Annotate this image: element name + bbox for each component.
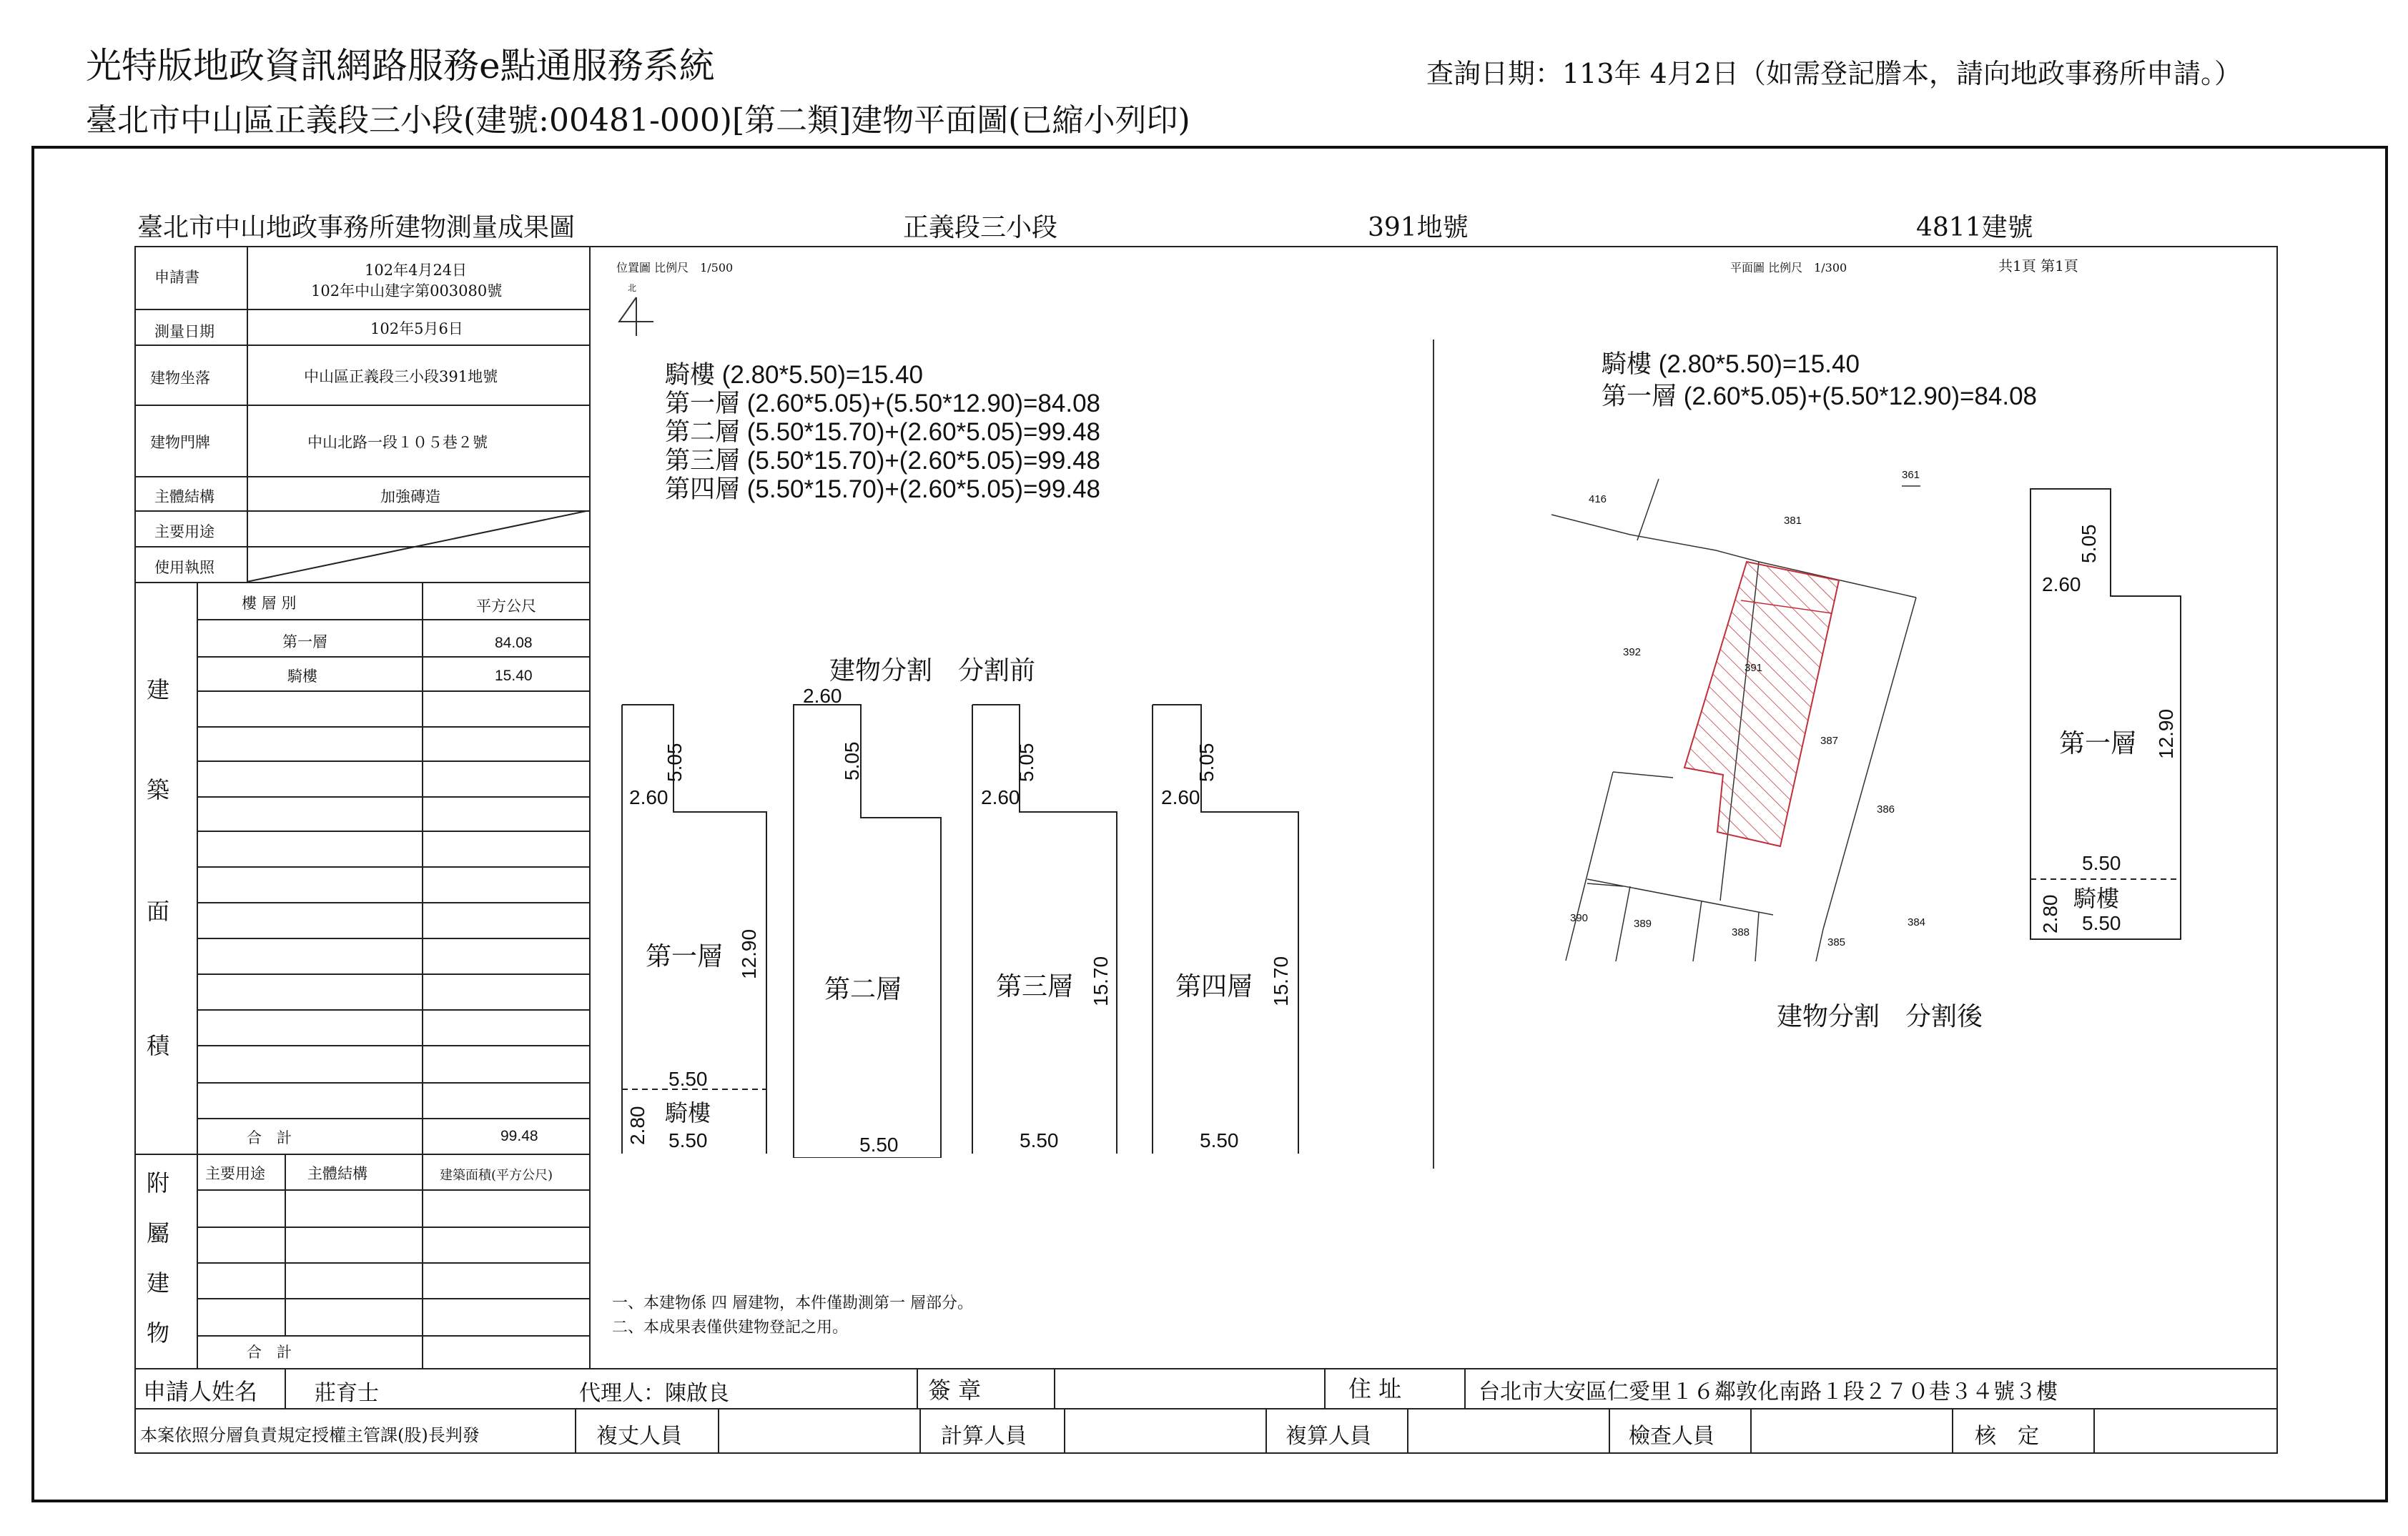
- f2-bottom-width: 5.50: [859, 1134, 899, 1156]
- area-section-char-2: 築: [147, 776, 170, 803]
- left-formula-4: 第三層 (5.50*15.70)+(2.60*5.05)=99.48: [665, 447, 1100, 475]
- area-total-value: 99.48: [500, 1128, 538, 1144]
- f4-top-depth: 5.05: [1195, 743, 1218, 782]
- label-building-location: 建物坐落: [150, 370, 210, 387]
- after-floor-name: 第一層: [2059, 729, 2137, 758]
- f4-floor-name: 第四層: [1175, 972, 1253, 1001]
- north-label: 北: [628, 283, 637, 293]
- left-formula-2: 第一層 (2.60*5.05)+(5.50*12.90)=84.08: [665, 390, 1100, 417]
- f4-depth: 15.70: [1270, 956, 1292, 1006]
- f3-floor-name: 第三層: [996, 972, 1074, 1001]
- blank-cell-slash: [247, 510, 590, 582]
- parcel-390: 390: [1570, 912, 1589, 924]
- page-info: 共1頁 第1頁: [1998, 257, 2078, 274]
- parcel-385: 385: [1827, 936, 1846, 948]
- floorplan-floor2: [794, 705, 941, 1158]
- parcel-387: 387: [1820, 735, 1839, 747]
- parcel-361: 361: [1902, 469, 1920, 481]
- annex-col-area: 建築面積(平方公尺): [440, 1168, 553, 1183]
- parcel-386: 386: [1877, 803, 1895, 816]
- f1-arcade-depth: 2.80: [626, 1106, 648, 1145]
- annex-col-structure: 主體結構: [307, 1165, 367, 1182]
- area-section-char-4: 積: [147, 1032, 170, 1059]
- footer-address: 台北市大安區仁愛里１６鄰敦化南路１段２７０巷３４號３樓: [1479, 1379, 2058, 1404]
- after-top-width: 2.60: [2042, 573, 2081, 595]
- parcel-381: 381: [1784, 515, 1802, 527]
- f4-top-width: 2.60: [1161, 786, 1200, 808]
- footer-calculator: 計算人員: [941, 1424, 1027, 1449]
- parcel-416: 416: [1589, 493, 1607, 505]
- system-title: 光特版地政資訊網路服務e點通服務系統: [86, 45, 715, 86]
- area-row-arcade-value: 15.40: [495, 668, 533, 684]
- f2-top-width: 2.60: [803, 685, 842, 707]
- area-col-floor: 樓 層 別: [242, 595, 297, 612]
- after-bottom-width: 5.50: [2082, 852, 2121, 874]
- f3-top-depth: 5.05: [1015, 743, 1037, 782]
- footer-address-label: 住 址: [1348, 1375, 1402, 1402]
- area-section-char-1: 建: [147, 676, 170, 703]
- after-arcade-width: 5.50: [2082, 912, 2121, 934]
- footer-authorization-note: 本案依照分層負責規定授權主管課(股)長判發: [140, 1425, 480, 1445]
- annex-section-char-4: 物: [147, 1319, 170, 1347]
- f2-floor-name: 第二層: [824, 975, 902, 1004]
- annex-total-label: 合 計: [247, 1344, 292, 1361]
- footer-seal-label: 簽 章: [928, 1377, 982, 1404]
- f1-depth: 12.90: [738, 928, 760, 979]
- footer-surveyor: 複丈人員: [596, 1424, 682, 1449]
- f4-bottom-width: 5.50: [1200, 1129, 1239, 1151]
- value-application-date: 102年4月24日: [365, 262, 468, 279]
- annex-section-char-1: 附: [147, 1169, 170, 1196]
- office-title: 臺北市中山地政事務所建物測量成果圖: [137, 213, 576, 242]
- note-1: 一、本建物係 四 層建物，本件僅勘測第一 層部分。: [612, 1294, 973, 1312]
- f1-top-width: 2.60: [629, 786, 668, 808]
- cadastral-map: [1544, 457, 1959, 972]
- footer-agent: 代理人：陳啟良: [579, 1381, 729, 1406]
- target-parcel-391: [1684, 562, 1839, 846]
- f1-floor-name: 第一層: [646, 942, 724, 971]
- north-arrow-icon: [615, 296, 655, 339]
- footer-inspector: 檢查人員: [1629, 1424, 1714, 1449]
- left-formula-5: 第四層 (5.50*15.70)+(2.60*5.05)=99.48: [665, 475, 1100, 503]
- footer-applicant-label: 申請人姓名: [143, 1378, 258, 1405]
- right-formula-2: 第一層 (2.60*5.05)+(5.50*12.90)=84.08: [1602, 382, 2037, 410]
- area-total-label: 合 計: [247, 1129, 292, 1146]
- left-formula-1: 騎樓 (2.80*5.50)=15.40: [665, 361, 923, 389]
- value-application-no: 102年中山建字第003080號: [311, 282, 503, 299]
- query-date: 查詢日期：113年 4月2日（如需登記謄本，請向地政事務所申請。）: [1426, 58, 2241, 89]
- f1-top-depth: 5.05: [663, 743, 686, 782]
- f3-top-width: 2.60: [981, 786, 1020, 808]
- after-arcade-depth: 2.80: [2039, 894, 2061, 933]
- footer-rechecker: 複算人員: [1286, 1424, 1371, 1449]
- after-top-depth: 5.05: [2078, 524, 2100, 563]
- after-arcade: 騎樓: [2073, 885, 2120, 912]
- after-depth: 12.90: [2155, 708, 2177, 759]
- floorplan-floor4: [1153, 705, 1298, 1154]
- annex-col-use: 主要用途: [205, 1165, 265, 1182]
- area-section-char-3: 面: [147, 898, 170, 925]
- plan-scale: 平面圖 比例尺 1/300: [1730, 261, 1847, 274]
- label-survey-date: 測量日期: [154, 323, 214, 340]
- document-subtitle: 臺北市中山區正義段三小段(建號:00481-000)[第二類]建物平面圖(已縮小列印): [86, 102, 1190, 139]
- parcel-391: 391: [1745, 662, 1763, 674]
- footer-approver: 核 定: [1975, 1424, 2039, 1449]
- building-number: 4811建號: [1916, 213, 2033, 242]
- f1-bottom-width: 5.50: [668, 1068, 708, 1090]
- footer-applicant: 莊育士: [315, 1381, 379, 1406]
- area-row-floor1: 第一層: [282, 633, 327, 650]
- label-application: 申請書: [154, 269, 199, 286]
- area-row-floor1-value: 84.08: [495, 635, 533, 651]
- annex-section-char-2: 屬: [147, 1219, 170, 1247]
- label-main-use: 主要用途: [154, 523, 214, 540]
- f3-bottom-width: 5.50: [1020, 1129, 1059, 1151]
- f2-top-depth: 5.05: [841, 741, 863, 781]
- f1-arcade-width: 5.50: [668, 1129, 708, 1151]
- parcel-389: 389: [1634, 918, 1652, 930]
- area-row-arcade: 騎樓: [287, 668, 317, 685]
- left-formula-3: 第二層 (5.50*15.70)+(2.60*5.05)=99.48: [665, 418, 1100, 446]
- f1-arcade: 騎樓: [665, 1099, 711, 1126]
- annex-section-char-3: 建: [147, 1269, 170, 1297]
- value-survey-date: 102年5月6日: [370, 320, 463, 337]
- label-house-number: 建物門牌: [150, 434, 210, 451]
- area-col-sqm: 平方公尺: [476, 598, 536, 615]
- value-building-location: 中山區正義段三小段391地號: [304, 368, 498, 385]
- label-structure: 主體結構: [154, 488, 214, 505]
- parcel-388: 388: [1732, 926, 1750, 938]
- before-caption: 建物分割 分割前: [829, 656, 1036, 685]
- note-2: 二、本成果表僅供建物登記之用。: [612, 1319, 849, 1337]
- right-formula-1: 騎樓 (2.80*5.50)=15.40: [1602, 350, 1860, 378]
- value-structure: 加強磚造: [380, 488, 440, 505]
- f3-depth: 15.70: [1090, 956, 1112, 1006]
- parcel-384: 384: [1908, 916, 1926, 928]
- parcel-392: 392: [1623, 646, 1642, 658]
- after-caption: 建物分割 分割後: [1777, 1002, 1983, 1031]
- section-name: 正義段三小段: [903, 213, 1058, 242]
- value-house-number: 中山北路一段１０５巷２號: [307, 434, 488, 451]
- lot-number: 391地號: [1368, 213, 1469, 242]
- location-scale: 位置圖 比例尺 1/500: [616, 261, 734, 274]
- floorplan-floor3: [972, 705, 1117, 1154]
- label-use-permit: 使用執照: [154, 559, 214, 576]
